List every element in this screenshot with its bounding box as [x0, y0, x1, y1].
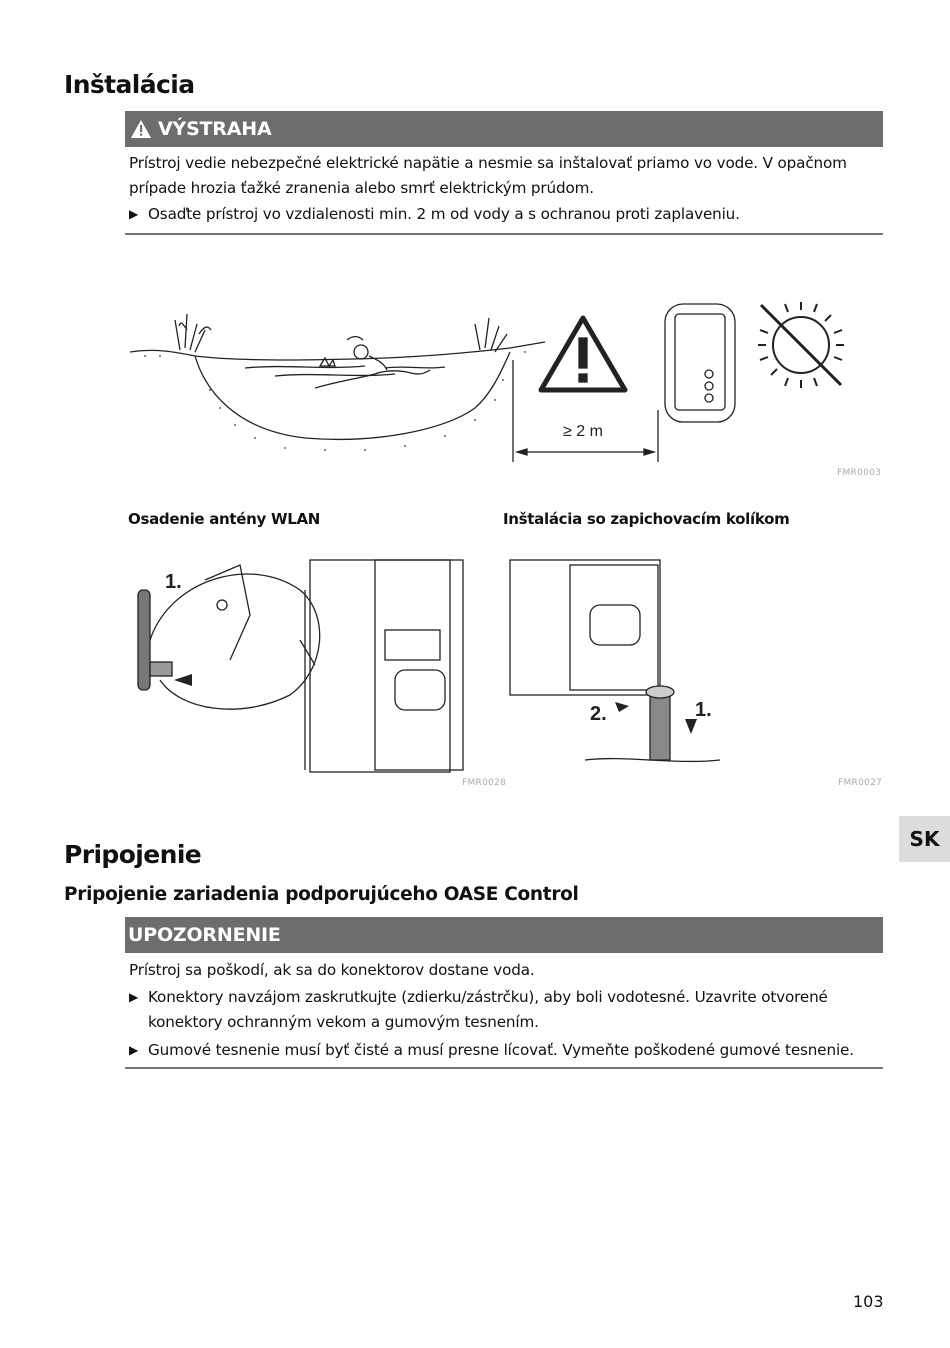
caption-wlan-antenna: Osadenie antény WLAN	[128, 510, 321, 528]
notice-bullet-2-text: Gumové tesnenie musí byť čisté a musí presne lícovať. Vymeňte poškodené gumové tesnenie.	[148, 1041, 854, 1059]
section-title-connection: Pripojenie	[64, 840, 202, 869]
subsection-title-oase-control: Pripojenie zariadenia podporujúceho OASE Control	[64, 884, 579, 905]
warning-text: Prístroj vedie nebezpečné elektrické napätie a nesmie sa inštalovať priamo vo vode. V opačnom prípade hrozia ťažké zranenia alebo smrť elektrickým prúdom.	[129, 154, 847, 197]
warning-label: VÝSTRAHA	[158, 118, 272, 140]
notice-divider	[125, 1067, 883, 1069]
stake-step-2: 2.	[590, 703, 607, 725]
triangle-right-icon: ▶	[129, 1043, 139, 1057]
warning-bullet-text: Osaďte prístroj vo vzdialenosti min. 2 m od vody a s ochranou proti zaplaveniu.	[148, 205, 740, 223]
notice-label: UPOZORNENIE	[128, 924, 281, 946]
notice-bullet-1-text: Konektory navzájom zaskrutkujte (zdierku/zástrčku), aby boli vodotesné. Uzavrite otvorené konektory ochranným vekom a gumovým tesnením.	[148, 988, 828, 1031]
notice-bullet-1	[129, 985, 879, 1035]
wlan-step-1: 1.	[165, 571, 182, 593]
language-tab: SK	[899, 816, 950, 862]
figure-code-fmr0003: FMR0003	[837, 468, 882, 478]
notice-banner	[125, 917, 883, 953]
installation-distance-figure	[125, 290, 885, 485]
warning-triangle-icon	[130, 119, 152, 139]
triangle-right-icon: ▶	[129, 207, 139, 221]
stake-step-1: 1.	[695, 699, 712, 721]
caption-stake-installation: Inštalácia so zapichovacím kolíkom	[503, 510, 790, 528]
stake-figure	[505, 560, 725, 775]
distance-label: ≥ 2 m	[563, 423, 603, 440]
warning-divider	[125, 233, 883, 235]
page-number: 103	[853, 1292, 884, 1311]
warning-banner	[125, 111, 883, 147]
notice-text: Prístroj sa poškodí, ak sa do konektorov dostane voda.	[129, 961, 535, 979]
section-title-installation: Inštalácia	[64, 70, 195, 99]
triangle-right-icon: ▶	[129, 990, 139, 1004]
figure-code-fmr0028: FMR0028	[462, 778, 507, 788]
warning-bullet	[129, 202, 879, 227]
notice-bullet-2	[129, 1038, 879, 1063]
wlan-antenna-figure	[130, 560, 470, 775]
figure-code-fmr0027: FMR0027	[838, 778, 883, 788]
